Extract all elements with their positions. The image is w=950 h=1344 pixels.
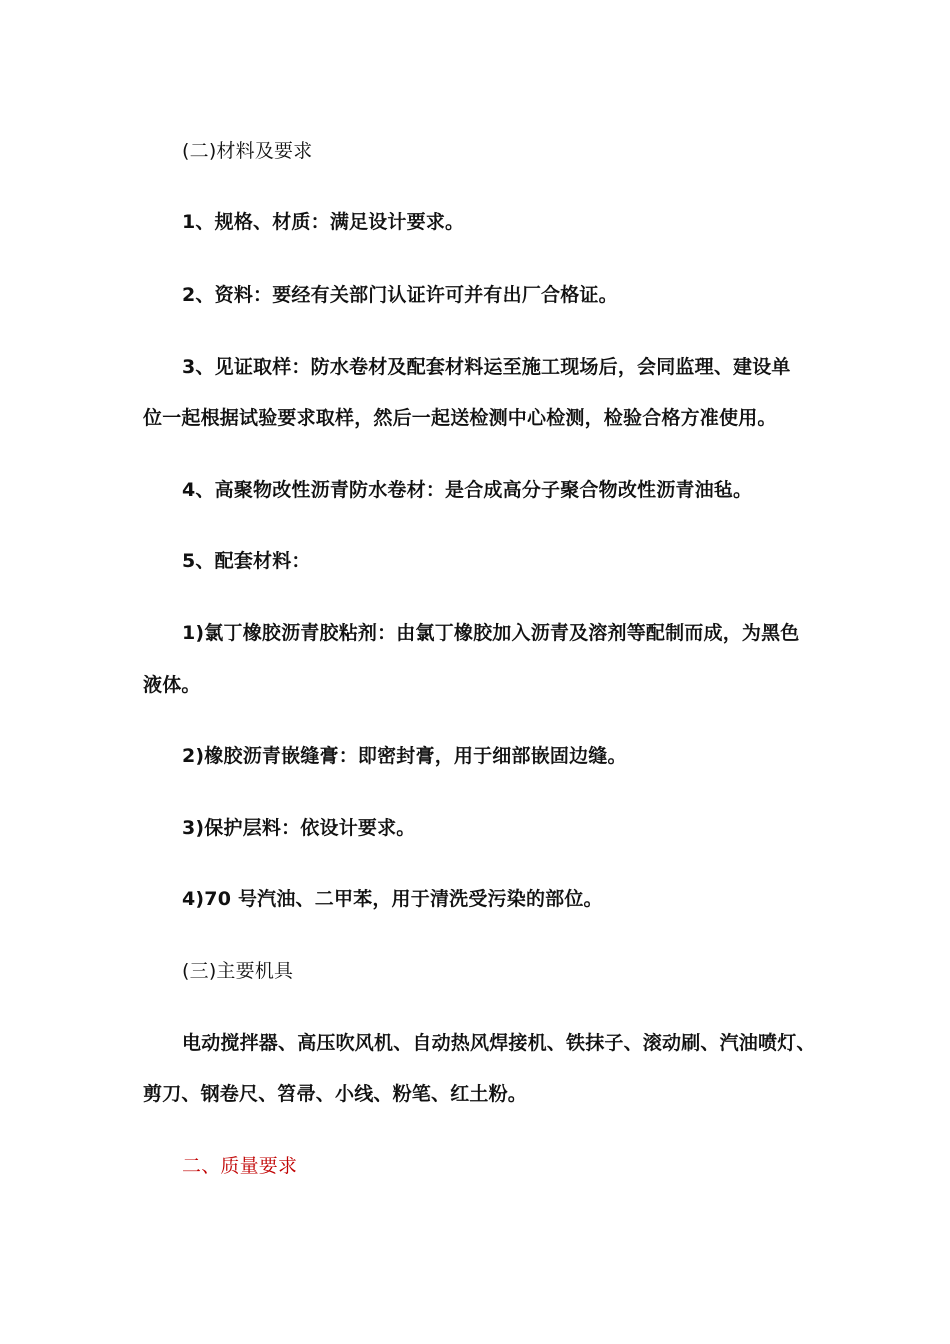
sub-item-protective: 3)保护层料：依设计要求。 [182, 817, 416, 839]
sub-item-solvent: 4)70 号汽油、二甲苯，用于清洗受污染的部位。 [182, 888, 603, 910]
tools-list-line1: 电动搅拌器、高压吹风机、自动热风焊接机、铁抹子、滚动刷、汽油喷灯、 [182, 1032, 816, 1054]
tools-list-line2: 剪刀、钢卷尺、笤帚、小线、粉笔、红土粉。 [143, 1083, 528, 1105]
list-item-membrane: 4、高聚物改性沥青防水卷材：是合成高分子聚合物改性沥青油毡。 [182, 479, 753, 501]
sub-item-adhesive-line1: 1)氯丁橡胶沥青胶粘剂：由氯丁橡胶加入沥青及溶剂等配制而成，为黑色 [182, 622, 800, 644]
list-item-sampling-line1: 3、见证取样：防水卷材及配套材料运至施工现场后，会同监理、建设单 [182, 356, 791, 378]
sub-item-adhesive-line2: 液体。 [143, 674, 201, 696]
list-item-documents: 2、资料：要经有关部门认证许可并有出厂合格证。 [182, 284, 618, 306]
section-heading-tools: (三)主要机具 [182, 960, 294, 982]
list-item-auxiliary: 5、配套材料： [182, 550, 311, 572]
section-heading-quality: 二、质量要求 [182, 1155, 298, 1177]
list-item-sampling-line2: 位一起根据试验要求取样，然后一起送检测中心检测，检验合格方准使用。 [143, 407, 777, 429]
sub-item-sealant: 2)橡胶沥青嵌缝膏：即密封膏，用于细部嵌固边缝。 [182, 745, 627, 767]
section-heading-materials: (二)材料及要求 [182, 140, 313, 162]
list-item-spec: 1、规格、材质：满足设计要求。 [182, 211, 465, 233]
